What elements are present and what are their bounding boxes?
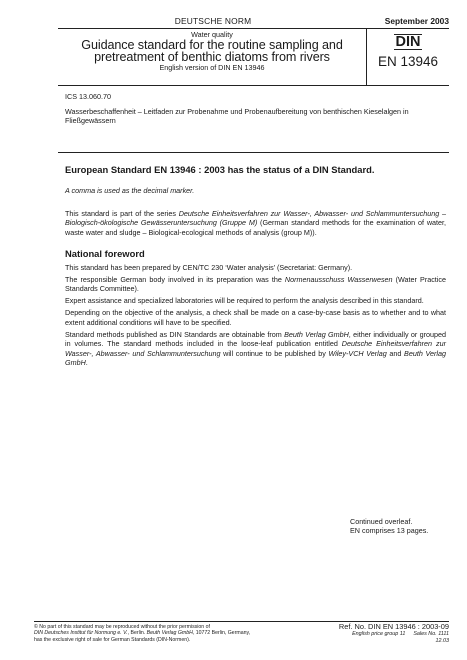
subject-label: Water quality — [191, 30, 233, 39]
foreword-paragraph-1: This standard has been prepared by CEN/TC 230 ‘Water analysis’ (Secretariat: Germany). — [65, 263, 353, 272]
national-foreword-heading: National foreword — [65, 248, 145, 259]
sales-number: Sales No. 1111 — [413, 631, 449, 637]
beuth-name: Beuth Verlag GmbH — [146, 630, 193, 637]
copyright-line-1: © No part of this standard may be reproduced without the prior permission of — [34, 624, 210, 630]
english-version-note: English version of DIN EN 13946 — [159, 63, 265, 72]
title-block — [58, 29, 366, 85]
foreword-p2-text-2: (Water Practice Standards Committee). — [65, 275, 446, 294]
foreword-p5-text-1: Standard methods published as DIN Standards are obtainable from — [65, 329, 285, 339]
copyright-notice — [34, 624, 304, 643]
edition-code: 12.03 — [435, 638, 449, 644]
publisher-wiley: Wiley-VCH Verlag — [328, 348, 387, 358]
price-and-sales — [339, 631, 449, 638]
header-rule-bottom — [58, 85, 449, 86]
copyright-line-3: has the exclusive right of sale for German Standards (DIN-Normen). — [34, 636, 191, 643]
price-group: English price group 11 — [352, 631, 406, 637]
series-text-2: (German standard methods for the examination of water, waste water and sludge – Biological-ecological methods of analysis (group M)). — [65, 218, 446, 237]
reference-block — [339, 622, 449, 645]
foreword-p5-text-2: , either individually or grouped in volumes. The standard methods included in the loose-leaf publication entitled — [65, 329, 446, 349]
foreword-p5-text-4: and — [386, 348, 405, 358]
header-title-box — [58, 29, 449, 85]
foreword-p2-text-1: The responsible German body involved in its preparation was the — [65, 275, 285, 284]
publisher-beuth: Beuth Verlag GmbH — [65, 348, 446, 368]
foreword-paragraph-2 — [65, 275, 446, 294]
continued-note — [350, 517, 428, 536]
page-count: EN comprises 13 pages. — [350, 526, 429, 536]
deutsche-norm-label: DEUTSCHE NORM — [174, 16, 252, 26]
title-line-2: pretreatment of benthic diatoms from rivers — [94, 50, 330, 64]
foreword-paragraph-3: Expert assistance and specialized laboratories will be required to perform the analysis described in this standard. — [65, 296, 424, 306]
reference-number: Ref. No. DIN EN 13946 : 2003-09 — [338, 622, 449, 631]
standard-number: EN 13946 — [377, 54, 439, 69]
decimal-marker-note: A comma is used as the decimal marker. — [65, 186, 195, 195]
copyright-text-berlin: , Berlin. — [127, 630, 147, 637]
committee-name: Normenausschuss Wasserwesen — [284, 275, 393, 284]
publication-date: September 2003 — [384, 16, 449, 26]
din-institute-name: DIN Deutsches Institut für Normung e. V. — [34, 630, 128, 637]
title-line-1: Guidance standard for the routine sampling and — [81, 38, 343, 52]
foreword-p5-text-5: . — [85, 358, 88, 368]
ics-code: ICS 13.060.70 — [65, 92, 111, 101]
continued-overleaf: Continued overleaf. — [350, 517, 413, 526]
copyright-address: , 10772 Berlin, Germany, — [192, 630, 251, 637]
foreword-p5-text-3: will continue to be published by — [220, 348, 329, 358]
national-foreword-body — [65, 263, 446, 370]
section-divider — [58, 152, 449, 153]
publisher-name: Beuth Verlag GmbH — [284, 329, 349, 339]
loose-leaf-title: Deutsche Einheitsverfahren zur Wasser-, Abwasser- und Schlammuntersuchung — [65, 339, 447, 358]
german-title: Wasserbeschaffenheit – Leitfaden zur Probenahme und Probenaufbereitung von benthischen Kieselalgen in Fließgewässern — [65, 107, 409, 126]
series-text-1: This standard is part of the series — [65, 209, 179, 218]
series-paragraph — [65, 209, 446, 237]
foreword-paragraph-4: Depending on the objective of the analysis, a check shall be made on a case-by-case basis as to whether and to what extent additional conditions will have to be specified. — [65, 308, 446, 327]
din-logo: DIN — [395, 34, 421, 50]
series-title-german: Deutsche Einheitsverfahren zur Wasser-, Abwasser- und Schlammuntersuchung – Biologisch-ökologische Gewässeruntersuchung (Gruppe M) — [65, 209, 447, 228]
foreword-paragraph-5 — [65, 330, 446, 368]
european-standard-status: European Standard EN 13946 : 2003 has the status of a DIN Standard. — [65, 164, 375, 175]
standard-id-block — [367, 29, 449, 85]
header-top-line — [58, 16, 449, 27]
